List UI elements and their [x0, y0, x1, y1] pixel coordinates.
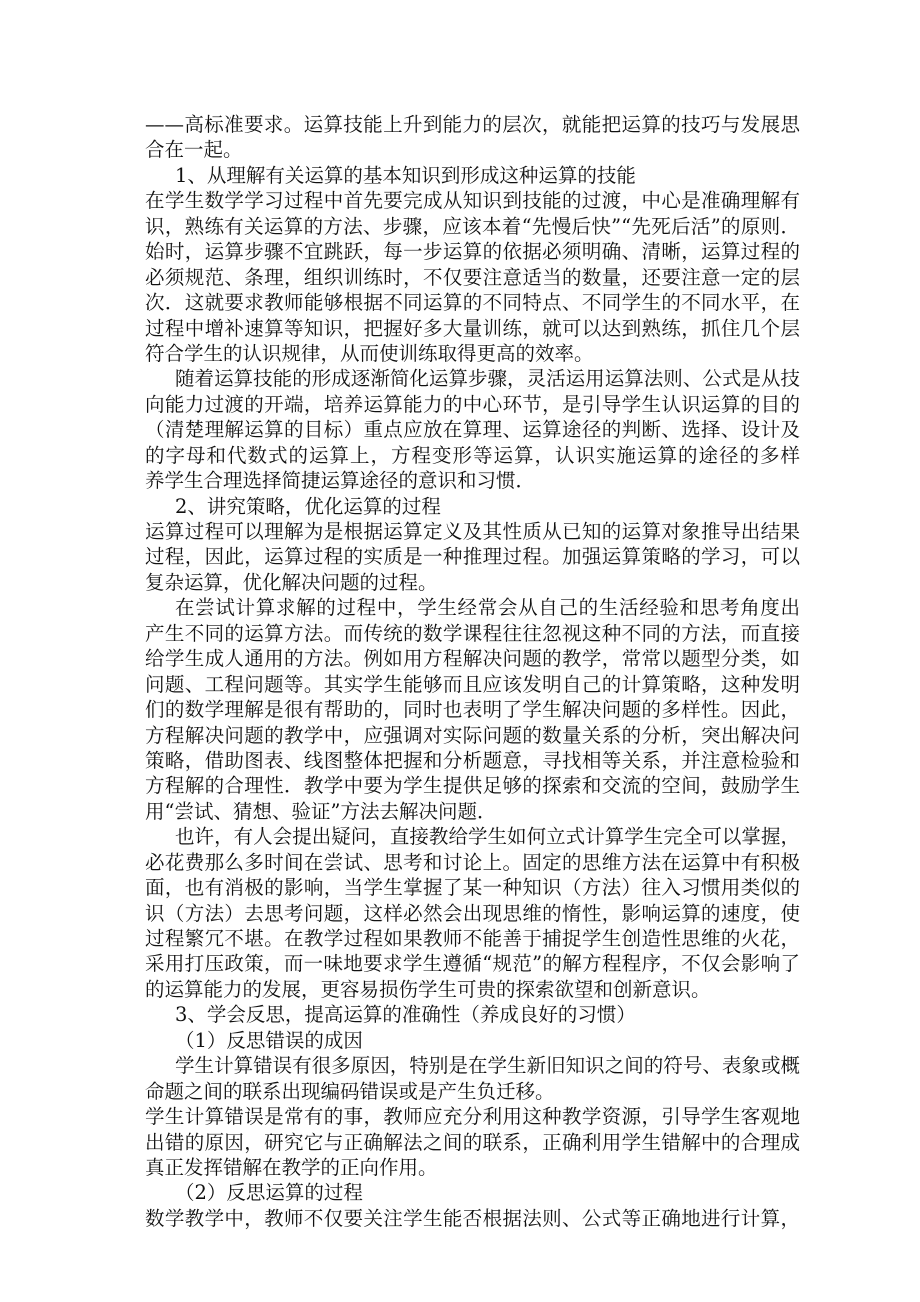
text-line: 学生计算错误是常有的事，教师应充分利用这种教学资源，引导学生客观地 — [145, 1105, 800, 1129]
text-line: 方程解决问题的教学中，应强调对实际问题的数量关系的分析，突出解决问 — [145, 723, 800, 747]
text-line: 识，熟练有关运算的方法、步骤，应该本着“先慢后快”“先死后活”的原则． — [145, 214, 800, 238]
text-line: 学生计算错误有很多原因，特别是在学生新旧知识之间的符号、表象或概 — [175, 1054, 800, 1078]
text-line: 们的数学理解是很有帮助的，同时也表明了学生解决问题的多样性。因此， — [145, 698, 800, 722]
subsection-heading: （2）反思运算的过程 — [175, 1181, 363, 1205]
text-line: 运算过程可以理解为是根据运算定义及其性质从已知的运算对象推导出结果 — [145, 520, 800, 543]
text-line: 采用打压政策，而一味地要求学生遵循“规范”的解方程程序，不仅会影响了 — [145, 952, 800, 976]
text-line: 给学生成人通用的方法。例如用方程解决问题的教学，常常以题型分类，如 — [145, 647, 800, 671]
text-line: 必花费那么多时间在尝试、思考和讨论上。固定的思维方法在运算中有积极 — [145, 850, 800, 874]
document-page — [145, 112, 800, 1231]
section-heading: 2、讲究策略，优化运算的过程 — [175, 494, 441, 518]
text-line: 的字母和代数式的运算上，方程变形等运算，认识实施运算的途径的多样 — [145, 443, 800, 467]
text-line: 过程中增补速算等知识，把握好多大量训练，就可以达到熟练，抓住几个层 — [145, 316, 800, 340]
text-line: 过程繁冗不堪。在教学过程如果教师不能善于捕捉学生创造性思维的火花， — [145, 927, 800, 950]
section-heading: 1、从理解有关运算的基本知识到形成这种运算的技能 — [175, 163, 636, 187]
text-line: 符合学生的认识规律，从而使训练取得更高的效率。 — [145, 341, 594, 365]
text-line: 在尝试计算求解的过程中，学生经常会从自己的生活经验和思考角度出 — [175, 596, 800, 620]
text-line: 识（方法）去思考问题，这样必然会出现思维的惰性，影响运算的速度，使 — [145, 901, 800, 925]
text-line: 必须规范、条理，组织训练时，不仅要注意适当的数量，还要注意一定的层 — [145, 265, 800, 289]
text-line: 养学生合理选择简捷运算途径的意识和习惯． — [145, 469, 536, 493]
text-line: 的运算能力的发展，更容易损伤学生可贵的探索欲望和创新意识。 — [145, 977, 711, 1001]
text-line: 面，也有消极的影响，当学生掌握了某一种知识（方法）往入习惯用类似的 — [145, 876, 800, 900]
text-line: 在学生数学学习过程中首先要完成从知识到技能的过渡，中心是准确理解有 — [145, 189, 800, 213]
text-line: 数学教学中，教师不仅要关注学生能否根据法则、公式等正确地进行计算， — [145, 1206, 800, 1230]
text-line: 用“尝试、猜想、验证”方法去解决问题． — [145, 799, 497, 823]
text-line: 次．这就要求教师能够根据不同运算的不同特点、不同学生的不同水平，在 — [145, 291, 800, 315]
text-line: 真正发挥错解在教学的正向作用。 — [145, 1155, 438, 1179]
text-line: 向能力过渡的开端，培养运算能力的中心环节，是引导学生认识运算的目的 — [145, 392, 800, 416]
text-line: 产生不同的运算方法。而传统的数学课程往往忽视这种不同的方法，而直接 — [145, 621, 800, 645]
text-line: ——高标准要求。运算技能上升到能力的层次，就能把运算的技巧与发展思 — [145, 113, 800, 136]
text-line: 方程解的合理性．教学中要为学生提供足够的探索和交流的空间，鼓励学生 — [145, 774, 800, 798]
text-line: （清楚理解运算的目标）重点应放在算理、运算途径的判断、选择、设计及 — [145, 418, 800, 442]
text-line: 出错的原因，研究它与正确解法之间的联系，正确利用学生错解中的合理成 — [145, 1130, 800, 1154]
text-line: 随着运算技能的形成逐渐简化运算步骤，灵活运用运算法则、公式是从技 — [175, 367, 800, 391]
section-heading: 3、学会反思，提高运算的准确性（养成良好的习惯） — [175, 1003, 636, 1027]
text-line: 合在一起。 — [145, 138, 243, 162]
subsection-heading: （1）反思错误的成因 — [175, 1028, 363, 1052]
text-line: 复杂运算，优化解决问题的过程。 — [145, 570, 438, 594]
text-line: 命题之间的联系出现编码错误或是产生负迁移。 — [145, 1079, 555, 1103]
text-line: 问题、工程问题等。其实学生能够而且应该发明自己的计算策略，这种发明 — [145, 672, 800, 696]
text-line: 过程，因此，运算过程的实质是一种推理过程。加强运算策略的学习，可以 — [145, 545, 800, 569]
text-line: 始时，运算步骤不宜跳跃，每一步运算的依据必须明确、清晰，运算过程的 — [145, 240, 800, 264]
text-line: 策略，借助图表、线图整体把握和分析题意，寻找相等关系，并注意检验和 — [145, 748, 800, 772]
text-line: 也许，有人会提出疑问，直接教给学生如何立式计算学生完全可以掌握， — [175, 825, 800, 849]
